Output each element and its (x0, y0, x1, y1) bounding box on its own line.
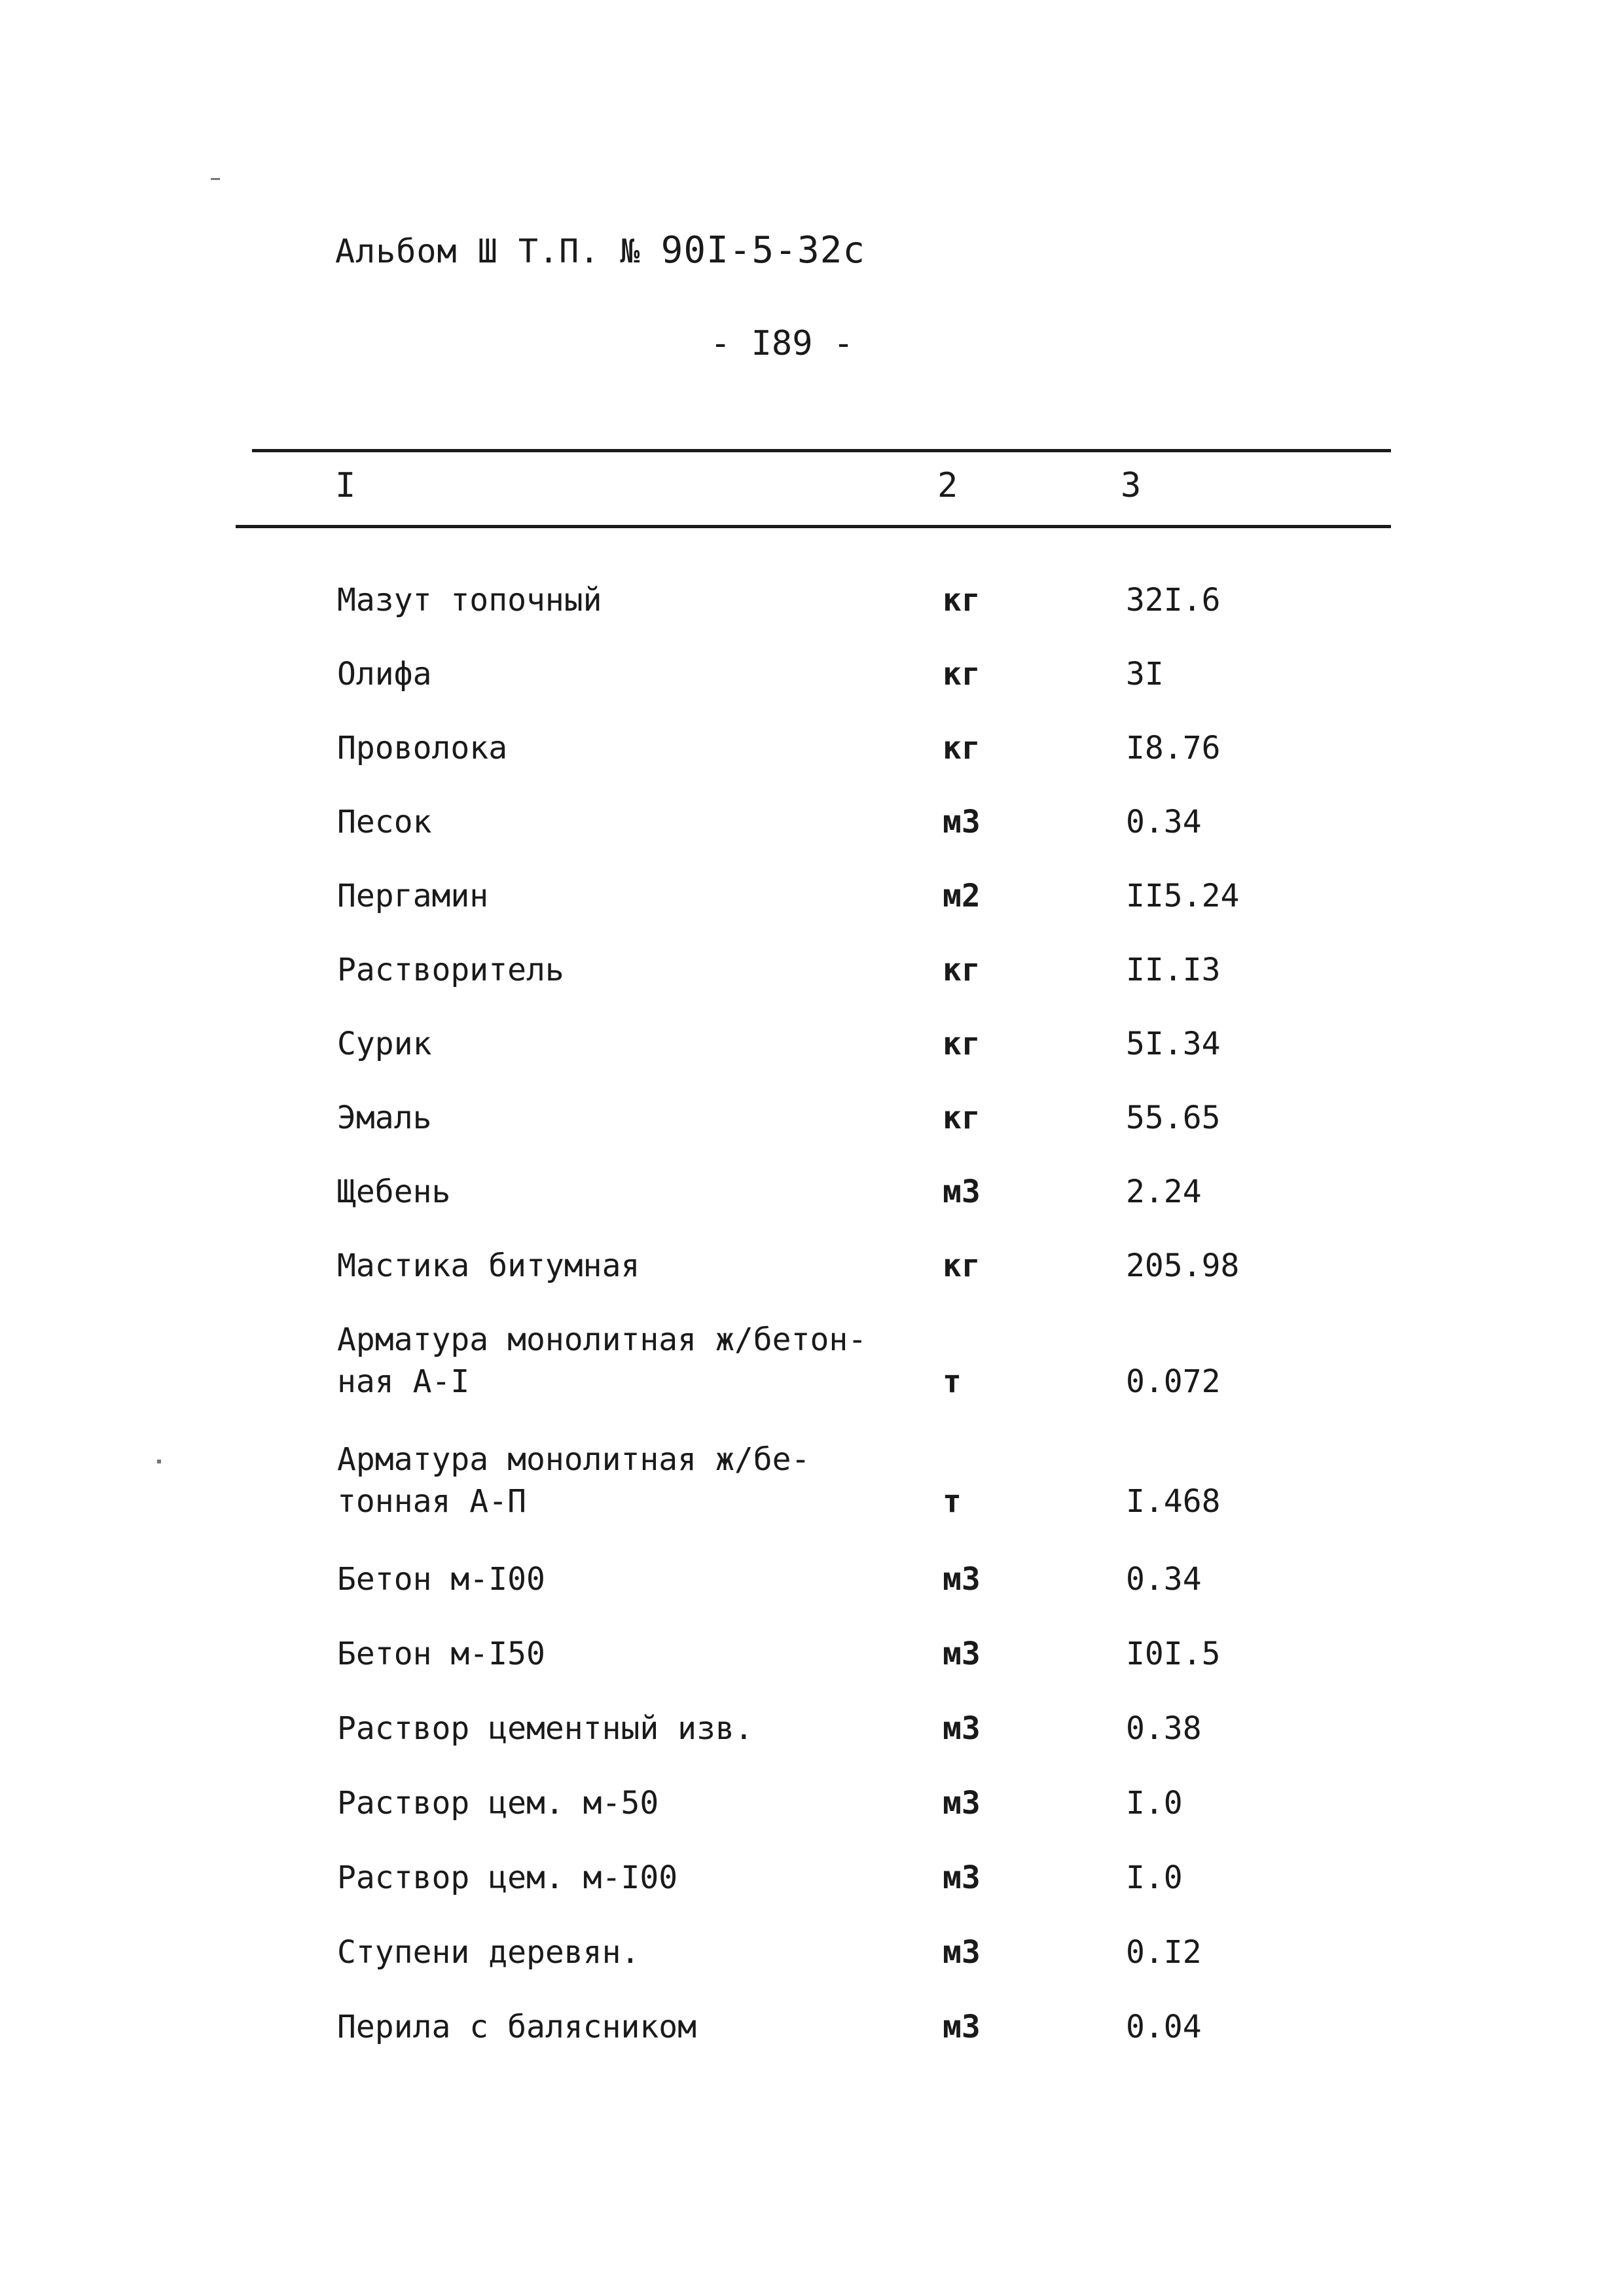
material-name: Бетон м-I00 (337, 1561, 545, 1598)
material-unit: м3 (943, 1934, 981, 1971)
table-top-rule (252, 449, 1391, 452)
material-unit: м2 (943, 878, 981, 914)
album-title (335, 229, 865, 272)
column-header-3: 3 (1121, 466, 1142, 505)
material-unit: м3 (943, 1785, 981, 1821)
material-unit: кг (943, 1247, 981, 1284)
material-unit: кг (943, 1026, 981, 1062)
material-name-line-2: ная А-I (337, 1363, 470, 1400)
table-row (0, 1439, 1624, 1556)
material-name: Ступени деревян. (337, 1934, 640, 1971)
material-quantity: 5I.34 (1126, 1026, 1221, 1062)
material-quantity: 0.34 (1126, 1561, 1202, 1598)
column-header-2: 2 (937, 466, 958, 505)
material-unit: м3 (943, 1174, 981, 1210)
table-row (0, 801, 1624, 873)
material-name: Раствор цементный изв. (337, 1710, 753, 1747)
table-row (0, 949, 1624, 1021)
material-unit: м3 (943, 2009, 981, 2045)
table-row (0, 1558, 1624, 1630)
material-quantity: 0.04 (1126, 2009, 1202, 2045)
material-quantity: I.468 (1126, 1483, 1221, 1520)
album-title-number: 90I-5-32c (660, 229, 866, 272)
material-name: Песок (337, 804, 432, 840)
material-quantity: 0.072 (1126, 1363, 1221, 1400)
table-row (0, 1097, 1624, 1169)
material-quantity: 0.I2 (1126, 1934, 1202, 1971)
table-row (0, 875, 1624, 947)
material-name-line-1: Арматура монолитная ж/бетон- (337, 1321, 867, 1358)
table-row (0, 1023, 1624, 1095)
album-title-prefix: Альбом Ш Т.П. № (335, 232, 641, 270)
material-name-line-2: тонная А-П (337, 1483, 526, 1520)
material-name: Перила с балясником (337, 2009, 697, 2045)
material-name: Раствор цем. м-I00 (337, 1859, 678, 1896)
material-quantity: I8.76 (1126, 730, 1221, 766)
material-quantity: I.0 (1126, 1785, 1183, 1821)
material-quantity: II.I3 (1126, 952, 1221, 988)
material-name (337, 1319, 867, 1403)
material-quantity: II5.24 (1126, 878, 1240, 914)
material-unit: кг (943, 582, 981, 619)
table-row (0, 1931, 1624, 2003)
material-quantity: 0.38 (1126, 1710, 1202, 1747)
table-row (0, 1708, 1624, 1780)
table-row (0, 653, 1624, 725)
table-row (0, 1633, 1624, 1705)
material-name: Эмаль (337, 1100, 432, 1136)
material-unit: м3 (943, 1710, 981, 1747)
material-name: Растворитель (337, 952, 564, 988)
material-quantity: I0I.5 (1126, 1636, 1221, 1672)
column-header-1: I (335, 466, 356, 505)
material-quantity: 3I (1126, 656, 1164, 692)
table-row (0, 1319, 1624, 1437)
table-row (0, 727, 1624, 799)
material-name: Олифа (337, 656, 432, 692)
material-unit: кг (943, 952, 981, 988)
material-quantity: 0.34 (1126, 804, 1202, 840)
material-unit: т (943, 1363, 962, 1400)
material-quantity: I.0 (1126, 1859, 1183, 1896)
material-name: Проволока (337, 730, 508, 766)
page-number: - I89 - (710, 324, 854, 363)
table-row (0, 579, 1624, 651)
material-name: Пергамин (337, 878, 489, 914)
table-row (0, 1245, 1624, 1317)
table-row (0, 1171, 1624, 1243)
material-unit: м3 (943, 1636, 981, 1672)
table-row (0, 2006, 1624, 2078)
material-quantity: 205.98 (1126, 1247, 1240, 1284)
material-name: Сурик (337, 1026, 432, 1062)
material-quantity: 2.24 (1126, 1174, 1202, 1210)
material-unit: кг (943, 656, 981, 692)
material-name: Щебень (337, 1174, 451, 1210)
material-name: Мастика битумная (337, 1247, 640, 1284)
material-unit: м3 (943, 804, 981, 840)
table-row (0, 1857, 1624, 1929)
table-header-rule (236, 525, 1391, 528)
material-name: Мазут топочный (337, 582, 602, 619)
table-row (0, 1782, 1624, 1854)
material-name-line-1: Арматура монолитная ж/бе- (337, 1441, 810, 1478)
material-unit: т (943, 1483, 962, 1520)
scan-mark-top (211, 178, 220, 180)
material-quantity: 55.65 (1126, 1100, 1221, 1136)
material-name (337, 1439, 810, 1522)
material-unit: м3 (943, 1561, 981, 1598)
material-unit: кг (943, 730, 981, 766)
material-name: Бетон м-I50 (337, 1636, 545, 1672)
material-unit: кг (943, 1100, 981, 1136)
material-name: Раствор цем. м-50 (337, 1785, 659, 1821)
material-unit: м3 (943, 1859, 981, 1896)
material-quantity: 32I.6 (1126, 582, 1221, 619)
